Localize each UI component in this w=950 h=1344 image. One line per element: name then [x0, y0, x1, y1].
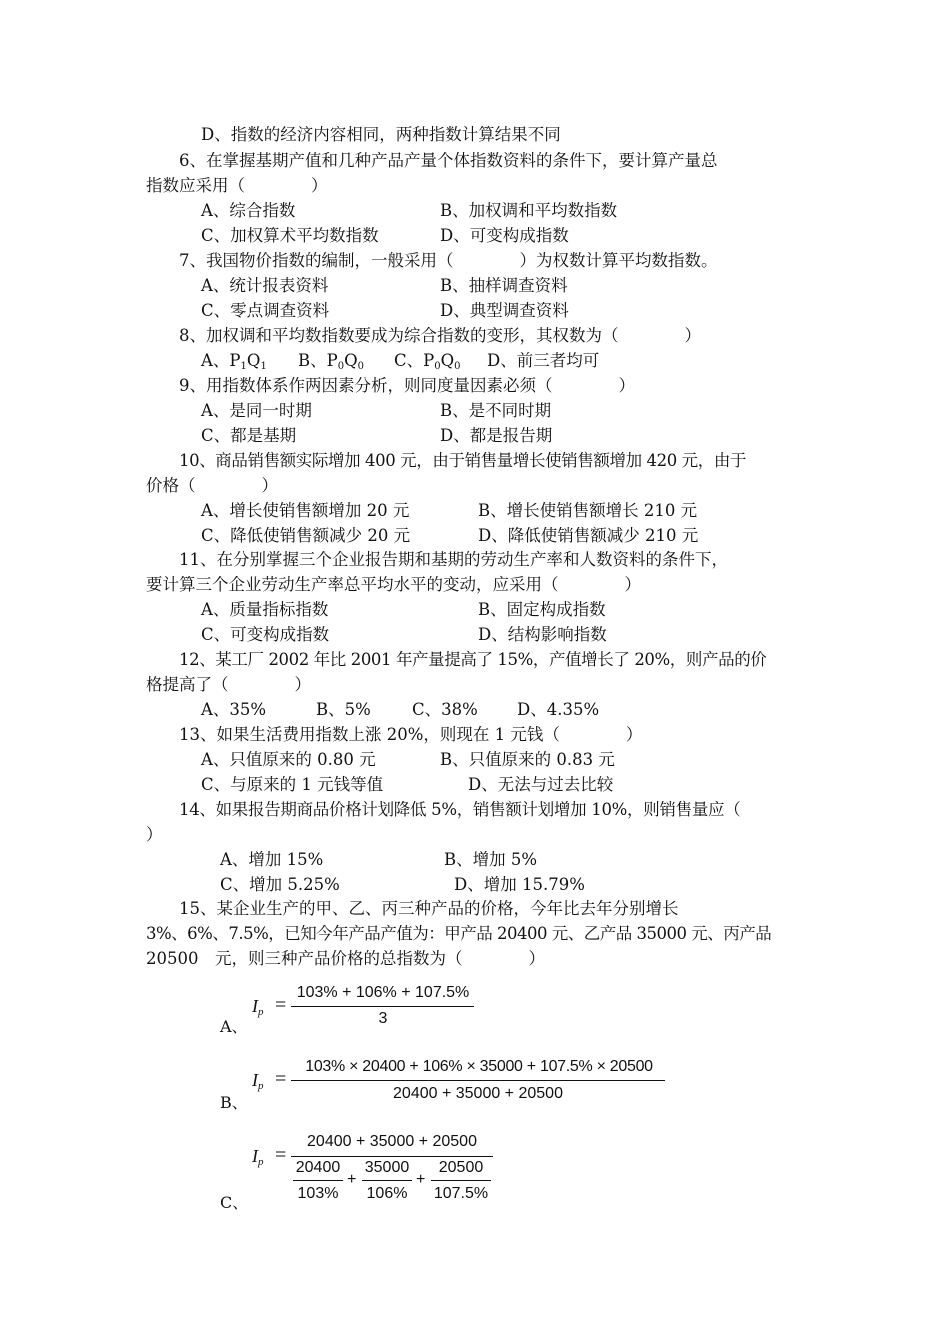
- formula-c-term2-numerator: 35000: [364, 1159, 410, 1176]
- q11-stem-line1: 11、在分别掌握三个企业报告期和基期的劳动生产率和人数资料的条件下，: [179, 550, 728, 569]
- q9-stem: 9、用指数体系作两因素分析，则同度量因素必须（ ）: [179, 376, 635, 395]
- q11-option-c: C、可变构成指数: [201, 625, 330, 644]
- formula-c-term1-numerator: 20400: [295, 1159, 341, 1176]
- formula-b-equals: =: [275, 1068, 287, 1090]
- q8-option-a: A、$P_1Q_1$: [201, 351, 267, 372]
- formula-a-denominator: 3: [378, 1010, 388, 1027]
- formula-c-term3-numerator: 20500: [438, 1159, 484, 1176]
- q9-option-c: C、都是基期: [201, 426, 297, 445]
- q14-stem-line1: 14、如果报告期商品价格计划降低 5%，销售额计划增加 10%，则销售量应（: [179, 800, 741, 819]
- q11-stem-line2: 要计算三个企业劳动生产率总平均水平的变动，应采用（ ）: [146, 575, 641, 594]
- q10-option-c: C、降低使销售额减少 20 元: [201, 526, 411, 545]
- q11-option-a: A、质量指标指数: [201, 600, 329, 619]
- q12-option-a: A、35%: [201, 700, 267, 719]
- q7-stem: 7、我国物价指数的编制，一般采用（ ）为权数计算平均数指数。: [179, 251, 718, 270]
- formula-c-numerator: 20400 + 35000 + 20500: [307, 1133, 477, 1150]
- q11-option-d: D、结构影响指数: [478, 625, 607, 644]
- q12-option-d: D、4.35%: [517, 700, 600, 719]
- q6-option-a: A、综合指数: [201, 201, 296, 220]
- formula-c-term2-denominator: 106%: [366, 1185, 408, 1202]
- q6-stem-line2: 指数应采用（ ）: [146, 176, 328, 195]
- q7-option-a: A、统计报表资料: [201, 276, 329, 295]
- q13-option-a: A、只值原来的 0.80 元: [201, 750, 376, 769]
- formula-c-plus-2: +: [416, 1171, 426, 1188]
- q8-option-d: D、前三者均可: [487, 351, 600, 370]
- formula-b-symbol: $I_p$: [252, 1070, 264, 1092]
- q9-option-a: A、是同一时期: [201, 401, 312, 420]
- formula-c-plus-1: +: [347, 1171, 357, 1188]
- q10-option-d: D、降低使销售额减少 210 元: [478, 526, 699, 545]
- formula-c-main-fraction-bar: [291, 1156, 493, 1157]
- formula-b-fraction-bar: [291, 1080, 665, 1081]
- q10-option-b: B、增长使销售额增长 210 元: [478, 501, 698, 520]
- q14-option-a: A、增加 15%: [220, 850, 324, 869]
- q12-option-c: C、38%: [412, 700, 478, 719]
- q15-stem-line1: 15、某企业生产的甲、乙、丙三种产品的价格，今年比去年分别增长: [179, 899, 679, 918]
- formula-a-fraction-bar: [291, 1006, 474, 1007]
- formula-a-equals: =: [275, 994, 287, 1016]
- q15-option-b-label: B、: [220, 1093, 248, 1112]
- q12-stem-line2: 格提高了（ ）: [146, 675, 311, 694]
- q6-option-d: D、可变构成指数: [440, 226, 569, 245]
- q7-option-c: C、零点调查资料: [201, 301, 330, 320]
- formula-c-symbol: $I_p$: [252, 1146, 264, 1168]
- q15-stem-line3: 20500 元，则三种产品价格的总指数为（ ）: [146, 949, 545, 968]
- q7-option-b: B、抽样调查资料: [440, 276, 568, 295]
- q8-stem: 8、加权调和平均数指数要成为综合指数的变形，其权数为（ ）: [179, 326, 701, 345]
- q6-stem-line1: 6、在掌握基期产值和几种产品产量个体指数资料的条件下，要计算产量总: [179, 151, 718, 170]
- formula-c-term2-bar: [362, 1180, 412, 1181]
- q11-option-b: B、固定构成指数: [478, 600, 606, 619]
- q8-option-b: B、$P_0Q_0$: [298, 351, 365, 372]
- q8-option-c: C、$P_0Q_0$: [394, 351, 461, 372]
- q9-option-b: B、是不同时期: [440, 401, 552, 420]
- q10-option-a: A、增长使销售额增加 20 元: [201, 501, 410, 520]
- q13-option-c: C、与原来的 1 元钱等值: [201, 775, 384, 794]
- q10-stem-line2: 价格（ ）: [146, 476, 278, 495]
- q6-option-b: B、加权调和平均数指数: [440, 201, 618, 220]
- q12-option-b: B、5%: [316, 700, 371, 719]
- q14-option-b: B、增加 5%: [444, 850, 538, 869]
- formula-a-symbol: $I_p$: [252, 996, 264, 1018]
- formula-c-term3-denominator: 107.5%: [433, 1185, 489, 1202]
- q15-stem-line2: 3%、6%、7.5%，已知今年产品产值为：甲产品 20400 元、乙产品 35000 元、丙产品: [146, 924, 772, 943]
- q13-stem: 13、如果生活费用指数上涨 20%，则现在 1 元钱（ ）: [179, 725, 643, 744]
- formula-b-numerator: 103% × 20400 + 106% × 35000 + 107.5% × 20500: [305, 1058, 653, 1075]
- formula-a-numerator: 103% + 106% + 107.5%: [296, 984, 470, 1001]
- q15-option-c-label: C、: [220, 1193, 249, 1212]
- q15-option-a-label: A、: [220, 1017, 248, 1036]
- formula-c-equals: =: [275, 1144, 287, 1166]
- q6-option-c: C、加权算术平均数指数: [201, 226, 379, 245]
- q12-stem-line1: 12、某工厂 2002 年比 2001 年产量提高了 15%，产值增长了 20%，则产品的价: [179, 650, 767, 669]
- formula-c-term3-bar: [431, 1180, 491, 1181]
- q14-option-d: D、增加 15.79%: [454, 875, 585, 894]
- formula-b-denominator: 20400 + 35000 + 20500: [393, 1085, 563, 1102]
- q7-option-d: D、典型调查资料: [440, 301, 569, 320]
- q10-stem-line1: 10、商品销售额实际增加 400 元，由于销售量增长使销售额增加 420 元，由于: [179, 451, 747, 470]
- q14-stem-line2: ）: [146, 825, 163, 844]
- q13-option-d: D、无法与过去比较: [468, 775, 614, 794]
- q13-option-b: B、只值原来的 0.83 元: [440, 750, 615, 769]
- q14-option-c: C、增加 5.25%: [220, 875, 340, 894]
- q9-option-d: D、都是报告期: [440, 426, 553, 445]
- formula-c-term1-denominator: 103%: [297, 1185, 339, 1202]
- q5-option-d: D、指数的经济内容相同，两种指数计算结果不同: [201, 125, 561, 144]
- formula-c-term1-bar: [293, 1180, 343, 1181]
